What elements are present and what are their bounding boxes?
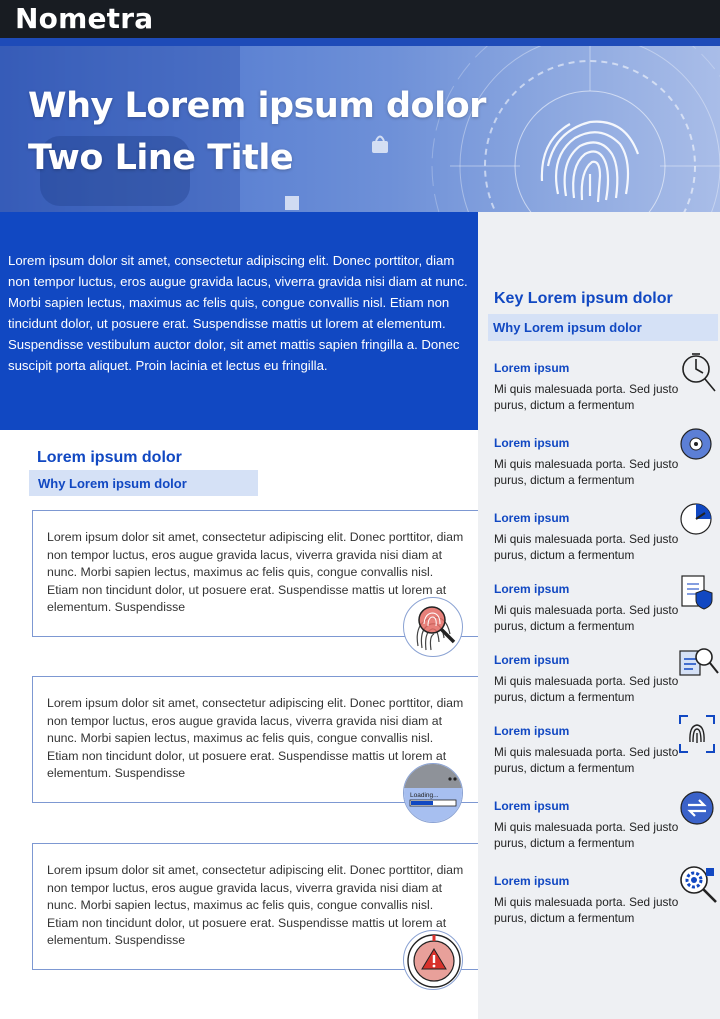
section-subheading: Why Lorem ipsum dolor [29, 470, 258, 496]
hero-title-line-1: Why Lorem ipsum dolor [28, 86, 486, 126]
fingerprint-icon [542, 122, 638, 202]
sidebar-item-7 [494, 797, 714, 851]
sidebar-item-label: Lorem ipsum [494, 361, 570, 375]
sidebar-item-text: Mi quis malesuada porta. Sed justo purus, dictum a fermentum [494, 895, 679, 925]
content-card-1 [32, 510, 478, 637]
top-bar [0, 0, 720, 38]
alert-icon [404, 931, 463, 990]
sidebar-item-text: Mi quis malesuada porta. Sed justo purus, dictum a fermentum [494, 457, 679, 487]
sidebar [478, 212, 720, 1019]
loading-label: Loading... [410, 792, 439, 799]
sidebar-item-label: Lorem ipsum [494, 511, 570, 525]
sidebar-item-3 [494, 509, 714, 563]
sidebar-item-text: Mi quis malesuada porta. Sed justo purus, dictum a fermentum [494, 745, 679, 775]
sidebar-item-label: Lorem ipsum [494, 582, 570, 596]
stopwatch-search-icon [678, 351, 718, 397]
sidebar-item-label: Lorem ipsum [494, 653, 570, 667]
sidebar-item-6 [494, 722, 714, 776]
sidebar-item-text: Mi quis malesuada porta. Sed justo purus, dictum a fermentum [494, 532, 679, 562]
hero-title-line-2: Two Line Title [28, 138, 294, 178]
sidebar-item-4 [494, 580, 714, 634]
card-text: Lorem ipsum dolor sit amet, consectetur adipiscing elit. Donec porttitor, diam non tempor luctus, eros augue gravida lacus, viverra gravida nisi diam at nunc. Morbi sapien lectus, maximus ac felis quis, congue convallis nisl. Etiam non tincidunt dolor, ut posuere erat. Suspendisse mattis ut lorem at elementum. Suspendisse [47, 696, 464, 781]
content-card-3 [32, 843, 478, 970]
sidebar-item-label: Lorem ipsum [494, 436, 570, 450]
hero-title [28, 80, 486, 184]
disc-icon [678, 426, 714, 462]
hero-banner [0, 46, 720, 212]
sidebar-item-text: Mi quis malesuada porta. Sed justo purus, dictum a fermentum [494, 674, 679, 704]
top-stripe [0, 38, 720, 46]
sidebar-item-text: Mi quis malesuada porta. Sed justo purus, dictum a fermentum [494, 382, 679, 412]
gauge-icon [678, 501, 714, 537]
card-badge [403, 597, 463, 657]
section-heading: Lorem ipsum dolor [37, 449, 182, 466]
sidebar-item-label: Lorem ipsum [494, 724, 570, 738]
sidebar-subheading: Why Lorem ipsum dolor [488, 314, 718, 341]
sidebar-item-text: Mi quis malesuada porta. Sed justo purus, dictum a fermentum [494, 603, 679, 633]
gear-search-icon [678, 864, 720, 906]
sidebar-heading: Key Lorem ipsum dolor [494, 290, 673, 307]
card-text: Lorem ipsum dolor sit amet, consectetur adipiscing elit. Donec porttitor, diam non tempor luctus, eros augue gravida lacus, viverra gravida nisi diam at nunc. Morbi sapien lectus, maximus ac felis quis, congue convallis nisl. Etiam non tincidunt dolor, ut posuere erat. Suspendisse mattis ut lorem at elementum. Suspendisse [47, 863, 464, 948]
card-text: Lorem ipsum dolor sit amet, consectetur adipiscing elit. Donec porttitor, diam non tempor luctus, eros augue gravida lacus, viverra gravida nisi diam at nunc. Morbi sapien lectus, maximus ac felis quis, congue convallis nisl. Etiam non tincidunt dolor, ut posuere erat. Suspendisse mattis ut lorem at elementum. Suspendisse [47, 530, 464, 615]
sidebar-item-text: Mi quis malesuada porta. Sed justo purus, dictum a fermentum [494, 820, 679, 850]
card-badge [403, 930, 463, 990]
sidebar-item-5 [494, 651, 714, 705]
shield-document-icon [678, 572, 716, 612]
intro-panel [0, 212, 478, 430]
sidebar-item-1 [494, 359, 714, 413]
sidebar-item-label: Lorem ipsum [494, 799, 570, 813]
fingerprint-scan-icon [678, 714, 716, 754]
sidebar-item-2 [494, 434, 714, 488]
intro-text: Lorem ipsum dolor sit amet, consectetur adipiscing elit. Donec porttitor, diam non tempor luctus, eros augue gravida lacus, viverra gravida nisi diam at nunc. Morbi sapien lectus, maximus ac felis quis, congue convallis nisl. Etiam non tincidunt dolor, ut posuere erat. Suspendisse mattis ut lorem at elementum. Suspendisse vestibulum auctor dolor, sit amet mattis sapien fringilla a. Donec suscipit porta aliquet. Proin lacinia et lectus eu fringilla. [8, 253, 468, 373]
sidebar-item-8 [494, 872, 714, 926]
fingerprint-magnifier-icon [404, 598, 463, 657]
sidebar-item-label: Lorem ipsum [494, 874, 570, 888]
card-badge [403, 763, 463, 823]
content-card-2 [32, 676, 478, 803]
sync-arrows-icon [678, 789, 716, 827]
loading-bar-icon [404, 764, 463, 823]
document-search-icon [678, 643, 720, 683]
brand-name: Nometra [15, 2, 154, 35]
